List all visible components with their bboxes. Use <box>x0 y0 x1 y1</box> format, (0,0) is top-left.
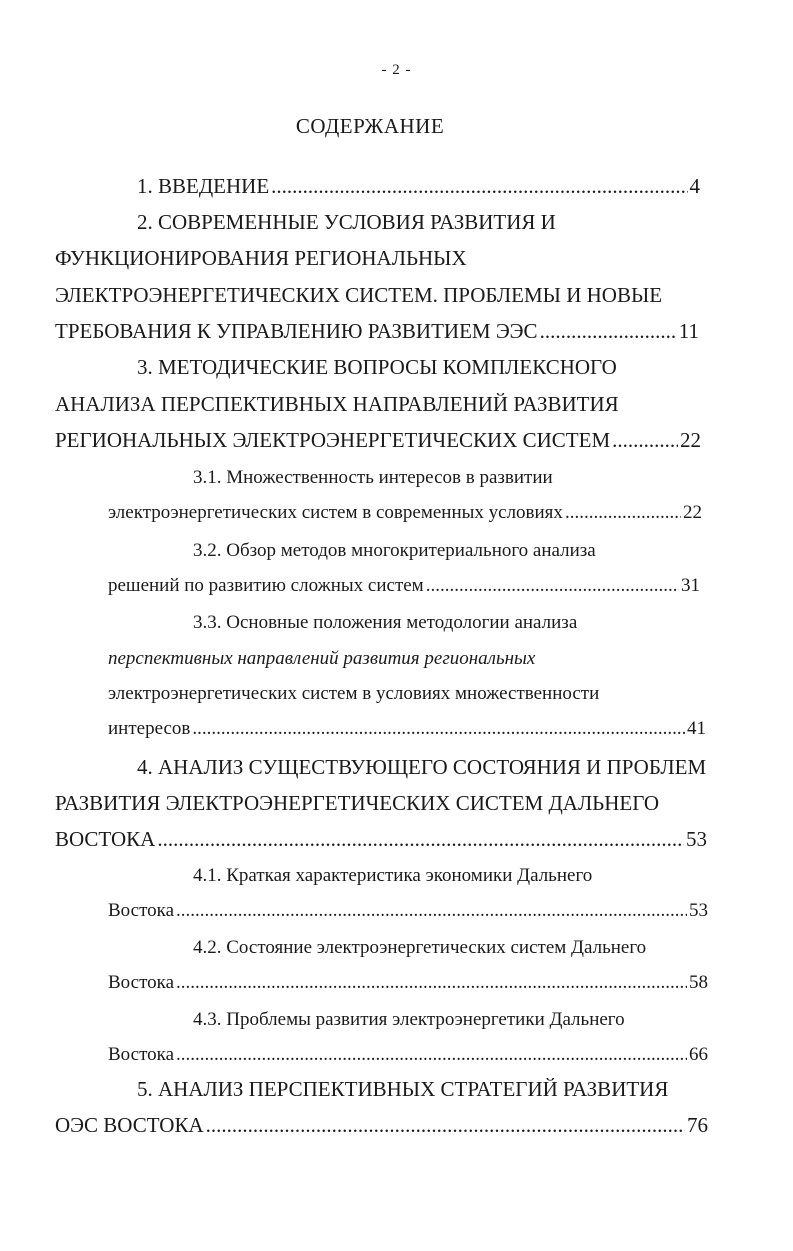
toc-page-number: 11 <box>678 319 699 343</box>
toc-entry-text: 1. ВВЕДЕНИЕ <box>137 174 270 198</box>
toc-entry-3-2-line-1[interactable]: 3.2. Обзор методов многокритериального анализа <box>193 540 596 561</box>
toc-entry-5-line-1[interactable]: 5. АНАЛИЗ ПЕРСПЕКТИВНЫХ СТРАТЕГИЙ РАЗВИТИЯ <box>137 1077 669 1101</box>
page-number: - 2 - <box>381 62 412 78</box>
leader-dots <box>271 174 687 199</box>
toc-entry-4-line-3 <box>55 827 707 852</box>
toc-page-number: 53 <box>689 900 708 921</box>
toc-entry-text: электроэнергетических систем в современных условиях <box>108 502 563 523</box>
toc-page-number: 53 <box>686 827 707 851</box>
toc-entry-2-line-3: ЭЛЕКТРОЭНЕРГЕТИЧЕСКИХ СИСТЕМ. ПРОБЛЕМЫ И НОВЫЕ <box>55 283 663 307</box>
leader-dots <box>157 827 684 852</box>
toc-entry-text: ОЭС ВОСТОКА <box>55 1113 204 1137</box>
toc-entry-text: Востока <box>108 972 175 993</box>
toc-entry-4-3-line-1[interactable]: 4.3. Проблемы развития электроэнергетики Дальнего <box>193 1009 625 1030</box>
toc-entry-3-1-line-2 <box>108 502 702 524</box>
toc-entry-3-2-line-2 <box>108 575 700 597</box>
toc-entry-3-line-2: АНАЛИЗА ПЕРСПЕКТИВНЫХ НАПРАВЛЕНИЙ РАЗВИТИЯ <box>55 392 619 416</box>
toc-entry-4-1-line-1[interactable]: 4.1. Краткая характеристика экономики Дальнего <box>193 865 593 886</box>
toc-entry-text: ВОСТОКА <box>55 827 156 851</box>
toc-entry-4-3-line-2 <box>108 1044 708 1066</box>
leader-dots <box>176 972 687 994</box>
toc-entry-4-2-line-2 <box>108 972 708 994</box>
toc-entry-text: решений по развитию сложных систем <box>108 575 424 596</box>
toc-page-number: 41 <box>687 718 706 739</box>
leader-dots <box>612 428 678 453</box>
toc-entry-5-line-2 <box>55 1113 708 1138</box>
leader-dots <box>206 1113 685 1138</box>
toc-page-number: 76 <box>687 1113 708 1137</box>
toc-entry-4-line-1[interactable]: 4. АНАЛИЗ СУЩЕСТВУЮЩЕГО СОСТОЯНИЯ И ПРОБЛЕМ <box>137 755 707 779</box>
leader-dots <box>176 900 687 922</box>
toc-entry-3-line-1[interactable]: 3. МЕТОДИЧЕСКИЕ ВОПРОСЫ КОМПЛЕКСНОГО <box>137 355 617 379</box>
toc-entry-1[interactable] <box>137 174 700 199</box>
toc-entry-3-3-line-2: перспективных направлений развития региональных <box>108 648 536 669</box>
leader-dots <box>565 502 681 524</box>
toc-entry-2-line-2: ФУНКЦИОНИРОВАНИЯ РЕГИОНАЛЬНЫХ <box>55 246 467 270</box>
leader-dots <box>176 1044 687 1066</box>
leader-dots <box>192 718 685 740</box>
toc-entry-3-line-3 <box>55 428 701 453</box>
toc-entry-3-3-line-4 <box>108 718 706 740</box>
toc-page-number: 58 <box>689 972 708 993</box>
toc-page-number: 22 <box>680 428 701 452</box>
toc-page-number: 4 <box>689 174 700 198</box>
toc-entry-4-2-line-1[interactable]: 4.2. Состояние электроэнергетических систем Дальнего <box>193 937 647 958</box>
toc-entry-2-line-4 <box>55 319 699 344</box>
toc-entry-text: Востока <box>108 1044 175 1065</box>
toc-title: СОДЕРЖАНИЕ <box>295 114 445 138</box>
toc-entry-text: РЕГИОНАЛЬНЫХ ЭЛЕКТРОЭНЕРГЕТИЧЕСКИХ СИСТЕМ <box>55 428 611 452</box>
toc-page-number: 31 <box>681 575 700 596</box>
toc-entry-2-line-1[interactable]: 2. СОВРЕМЕННЫЕ УСЛОВИЯ РАЗВИТИЯ И <box>137 210 556 234</box>
toc-page-number: 66 <box>689 1044 708 1065</box>
toc-entry-3-3-line-3: электроэнергетических систем в условиях множественности <box>108 683 600 704</box>
toc-entry-text: Востока <box>108 900 175 921</box>
toc-entry-3-1-line-1[interactable]: 3.1. Множественность интересов в развитии <box>193 467 553 488</box>
toc-page-number: 22 <box>683 502 702 523</box>
toc-entry-4-line-2: РАЗВИТИЯ ЭЛЕКТРОЭНЕРГЕТИЧЕСКИХ СИСТЕМ ДАЛЬНЕГО <box>55 791 660 815</box>
leader-dots <box>540 319 677 344</box>
toc-entry-text: ТРЕБОВАНИЯ К УПРАВЛЕНИЮ РАЗВИТИЕМ ЭЭС <box>55 319 538 343</box>
toc-entry-text: интересов <box>108 718 191 739</box>
toc-entry-4-1-line-2 <box>108 900 708 922</box>
toc-entry-3-3-line-1[interactable]: 3.3. Основные положения методологии анализа <box>193 612 578 633</box>
leader-dots <box>426 575 679 597</box>
